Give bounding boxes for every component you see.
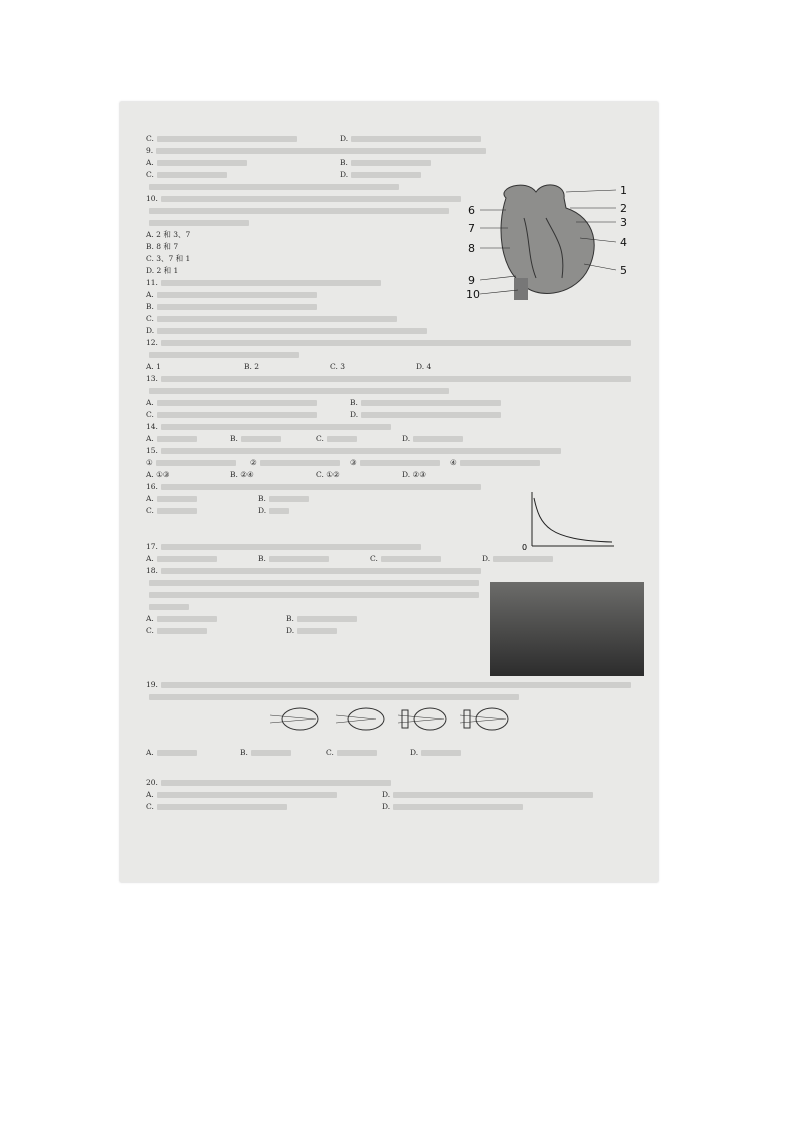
illegible-text-placeholder xyxy=(157,804,287,810)
illegible-text-placeholder xyxy=(361,412,501,418)
illegible-text-placeholder xyxy=(269,508,289,514)
heart-label-7: 7 xyxy=(468,222,475,235)
illegible-text-placeholder xyxy=(337,750,377,756)
illegible-text-placeholder xyxy=(361,400,501,406)
illegible-text-placeholder xyxy=(351,172,421,178)
text-line xyxy=(146,578,479,588)
text-line xyxy=(146,314,397,324)
text-line-label: D. xyxy=(146,326,155,335)
shadow-puppet-photo xyxy=(490,582,644,676)
text-line xyxy=(146,302,317,312)
illegible-text-placeholder xyxy=(149,220,249,226)
text-line-label: C. xyxy=(146,314,154,323)
illegible-text-placeholder xyxy=(161,780,391,786)
text-line xyxy=(350,398,501,408)
text-line-label: C. 3 xyxy=(330,362,346,371)
text-line-label: 17. xyxy=(146,542,158,551)
text-line-label: D. xyxy=(410,748,419,757)
text-line xyxy=(340,134,481,144)
illegible-text-placeholder xyxy=(149,184,399,190)
heart-label-10: 10 xyxy=(466,288,480,301)
text-line xyxy=(146,446,561,456)
illegible-text-placeholder xyxy=(157,792,337,798)
illegible-text-placeholder xyxy=(269,556,329,562)
text-line-label: A. xyxy=(146,554,154,563)
text-line-label: C. xyxy=(146,410,154,419)
text-line xyxy=(370,554,441,564)
text-line-label: 20. xyxy=(146,778,158,787)
illegible-text-placeholder xyxy=(157,400,317,406)
text-line-label: 11. xyxy=(146,278,158,287)
text-line-label: C. xyxy=(146,506,154,515)
illegible-text-placeholder xyxy=(157,304,317,310)
illegible-text-placeholder xyxy=(157,292,317,298)
illegible-text-placeholder xyxy=(149,604,189,610)
illegible-text-placeholder xyxy=(149,580,479,586)
text-line xyxy=(450,458,540,468)
text-line-label: D. xyxy=(258,506,267,515)
text-line xyxy=(258,494,309,504)
text-line-label: B. xyxy=(230,434,238,443)
text-line xyxy=(146,278,381,288)
text-line-label: C. ①② xyxy=(316,470,340,479)
text-line xyxy=(146,158,247,168)
text-line xyxy=(230,470,254,480)
text-line-label: A. xyxy=(146,158,154,167)
illegible-text-placeholder xyxy=(421,750,461,756)
illegible-text-placeholder xyxy=(161,448,561,454)
heart-label-8: 8 xyxy=(468,242,475,255)
eye-diagram-1 xyxy=(270,706,322,732)
illegible-text-placeholder xyxy=(157,628,207,634)
text-line xyxy=(146,398,317,408)
illegible-text-placeholder xyxy=(297,616,357,622)
text-line xyxy=(146,434,197,444)
text-line-label: B. xyxy=(240,748,248,757)
illegible-text-placeholder xyxy=(149,352,299,358)
illegible-text-placeholder xyxy=(351,160,431,166)
text-line xyxy=(286,614,357,624)
text-line-label: D. xyxy=(340,134,349,143)
text-line-label: B. xyxy=(258,554,266,563)
text-line xyxy=(146,230,190,240)
illegible-text-placeholder xyxy=(161,424,391,430)
text-line xyxy=(326,748,377,758)
text-line xyxy=(146,134,297,144)
text-line-label: 9. xyxy=(146,146,154,155)
text-line xyxy=(146,692,519,702)
text-line xyxy=(146,566,481,576)
text-line-label: D. xyxy=(340,170,349,179)
illegible-text-placeholder xyxy=(157,436,197,442)
content-curve-graph xyxy=(514,486,624,562)
text-line xyxy=(146,386,449,396)
heart-label-1: 1 xyxy=(620,184,627,197)
text-line xyxy=(146,290,317,300)
text-line-label: C. 3、7 和 1 xyxy=(146,254,191,263)
text-line xyxy=(146,362,161,372)
text-line xyxy=(146,790,337,800)
text-line-label: A. xyxy=(146,290,154,299)
illegible-text-placeholder xyxy=(157,496,197,502)
text-line xyxy=(146,218,249,228)
text-line xyxy=(146,458,236,468)
illegible-text-placeholder xyxy=(156,148,486,154)
text-line-label: D. 4 xyxy=(416,362,432,371)
text-line xyxy=(146,422,391,432)
illegible-text-placeholder xyxy=(156,460,236,466)
text-line-label: A. xyxy=(146,434,154,443)
illegible-text-placeholder xyxy=(157,328,427,334)
text-line-label: ② xyxy=(250,458,257,467)
illegible-text-placeholder xyxy=(161,544,421,550)
illegible-text-placeholder xyxy=(157,136,297,142)
text-line xyxy=(230,434,281,444)
illegible-text-placeholder xyxy=(413,436,463,442)
text-line-label: D. xyxy=(382,790,391,799)
text-line-label: A. 2 和 3、7 xyxy=(146,230,191,239)
text-line-label: D. ②③ xyxy=(402,470,426,479)
illegible-text-placeholder xyxy=(157,412,317,418)
text-line xyxy=(258,554,329,564)
text-line xyxy=(410,748,461,758)
text-line-label: 16. xyxy=(146,482,158,491)
illegible-text-placeholder xyxy=(161,280,381,286)
text-line xyxy=(146,802,287,812)
text-line xyxy=(240,748,291,758)
text-line-label: C. xyxy=(146,626,154,635)
illegible-text-placeholder xyxy=(381,556,441,562)
text-line-label: ④ xyxy=(450,458,457,467)
text-line xyxy=(316,434,357,444)
text-line xyxy=(146,590,479,600)
heart-label-9: 9 xyxy=(468,274,475,287)
text-line-label: C. xyxy=(316,434,324,443)
text-line-label: C. xyxy=(146,802,154,811)
text-line-label: B. 8 和 7 xyxy=(146,242,179,251)
illegible-text-placeholder xyxy=(327,436,357,442)
illegible-text-placeholder xyxy=(161,196,461,202)
text-line-label: D. xyxy=(382,802,391,811)
text-line xyxy=(382,790,593,800)
text-line-label: A. xyxy=(146,748,154,757)
text-line-label: ③ xyxy=(350,458,357,467)
illegible-text-placeholder xyxy=(149,388,449,394)
heart-label-6: 6 xyxy=(468,204,475,217)
text-line xyxy=(382,802,523,812)
illegible-text-placeholder xyxy=(269,496,309,502)
illegible-text-placeholder xyxy=(157,750,197,756)
text-line xyxy=(258,506,289,516)
text-line-label: 18. xyxy=(146,566,158,575)
text-line-label: B. xyxy=(286,614,294,623)
text-line xyxy=(146,614,217,624)
text-line-label: A. xyxy=(146,494,154,503)
text-line-label: B. xyxy=(258,494,266,503)
text-line-label: 10. xyxy=(146,194,158,203)
text-line xyxy=(146,410,317,420)
illegible-text-placeholder xyxy=(161,682,631,688)
text-line xyxy=(146,182,399,192)
text-line xyxy=(146,326,427,336)
text-line xyxy=(146,602,189,612)
illegible-text-placeholder xyxy=(351,136,481,142)
text-line xyxy=(416,362,431,372)
text-line-label: B. xyxy=(350,398,358,407)
text-line xyxy=(330,362,345,372)
text-line xyxy=(350,458,440,468)
text-line xyxy=(146,242,178,252)
heart-label-5: 5 xyxy=(620,264,627,277)
text-line-label: D. xyxy=(350,410,359,419)
text-line-label: A. xyxy=(146,614,154,623)
illegible-text-placeholder xyxy=(251,750,291,756)
illegible-text-placeholder xyxy=(260,460,340,466)
text-line-label: A. 1 xyxy=(146,362,161,371)
text-line xyxy=(146,374,631,384)
text-line xyxy=(402,434,463,444)
heart-label-4: 4 xyxy=(620,236,627,249)
text-line-label: 15. xyxy=(146,446,158,455)
text-line xyxy=(146,494,197,504)
illegible-text-placeholder xyxy=(149,592,479,598)
heart-label-2: 2 xyxy=(620,202,627,215)
illegible-text-placeholder xyxy=(241,436,281,442)
text-line-label: B. xyxy=(146,302,154,311)
text-line xyxy=(146,470,170,480)
illegible-text-placeholder xyxy=(161,484,481,490)
text-line-label: B. 2 xyxy=(244,362,260,371)
illegible-text-placeholder xyxy=(149,208,449,214)
text-line-label: 13. xyxy=(146,374,158,383)
text-line-label: C. xyxy=(370,554,378,563)
text-line xyxy=(146,266,178,276)
text-line-label: D. xyxy=(286,626,295,635)
illegible-text-placeholder xyxy=(157,556,217,562)
illegible-text-placeholder xyxy=(157,172,227,178)
text-line-label: 12. xyxy=(146,338,158,347)
text-line xyxy=(316,470,340,480)
text-line xyxy=(146,170,227,180)
eye-diagram-3 xyxy=(398,706,450,732)
text-line-label: D. xyxy=(482,554,491,563)
illegible-text-placeholder xyxy=(157,616,217,622)
illegible-text-placeholder xyxy=(157,160,247,166)
illegible-text-placeholder xyxy=(161,568,481,574)
text-line xyxy=(146,680,631,690)
text-line-label: B. xyxy=(340,158,348,167)
text-line xyxy=(146,254,190,264)
text-line xyxy=(146,482,481,492)
text-line xyxy=(146,350,299,360)
illegible-text-placeholder xyxy=(393,804,523,810)
text-line-label: B. ②④ xyxy=(230,470,254,479)
text-line-label: C. xyxy=(326,748,334,757)
heart-label-3: 3 xyxy=(620,216,627,229)
illegible-text-placeholder xyxy=(393,792,593,798)
text-line-label: A. xyxy=(146,790,154,799)
eye-diagram-2 xyxy=(336,706,388,732)
text-line-label: D. xyxy=(402,434,411,443)
graph-origin-label: 0 xyxy=(522,543,528,552)
text-line xyxy=(146,554,217,564)
text-line xyxy=(250,458,340,468)
text-line xyxy=(146,626,207,636)
text-line xyxy=(146,748,197,758)
illegible-text-placeholder xyxy=(360,460,440,466)
text-line xyxy=(146,542,421,552)
exam-sheet xyxy=(120,102,658,882)
text-line xyxy=(340,158,431,168)
text-line xyxy=(146,338,631,348)
text-line-label: 19. xyxy=(146,680,158,689)
illegible-text-placeholder xyxy=(157,316,397,322)
text-line-label: A. ①③ xyxy=(146,470,170,479)
text-line-label: A. xyxy=(146,398,154,407)
text-line xyxy=(244,362,259,372)
illegible-text-placeholder xyxy=(297,628,337,634)
illegible-text-placeholder xyxy=(149,694,519,700)
text-line xyxy=(146,146,486,156)
text-line xyxy=(146,506,197,516)
text-line-label: C. xyxy=(146,170,154,179)
text-line xyxy=(146,778,391,788)
heart-diagram xyxy=(466,178,636,303)
text-line xyxy=(402,470,426,480)
text-line-label: 14. xyxy=(146,422,158,431)
illegible-text-placeholder xyxy=(157,508,197,514)
eye-diagram-4 xyxy=(460,706,512,732)
illegible-text-placeholder xyxy=(161,340,631,346)
text-line xyxy=(146,206,449,216)
illegible-text-placeholder xyxy=(161,376,631,382)
text-line xyxy=(350,410,501,420)
text-line xyxy=(286,626,337,636)
text-line-label: D. 2 和 1 xyxy=(146,266,179,275)
text-line-label: C. xyxy=(146,134,154,143)
text-line xyxy=(340,170,421,180)
text-line xyxy=(146,194,461,204)
text-line-label: ① xyxy=(146,458,153,467)
illegible-text-placeholder xyxy=(460,460,540,466)
